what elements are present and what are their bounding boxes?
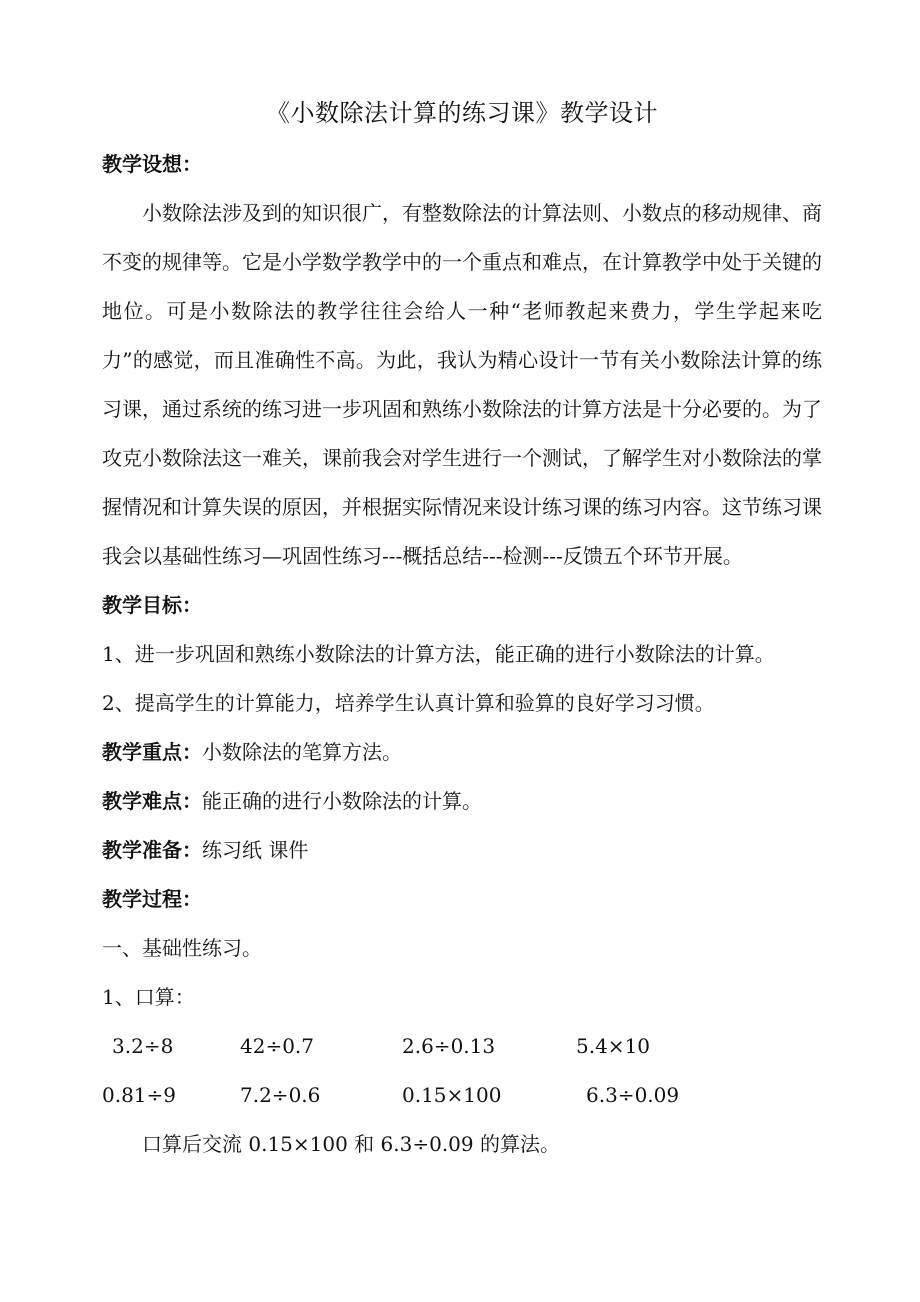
calc-note: 口算后交流 0.15×100 和 6.3÷0.09 的算法。 — [142, 1132, 560, 1156]
objective-item-2: 2、提高学生的计算能力，培养学生认真计算和验算的良好学习习惯。 — [102, 691, 715, 715]
calc-expression: 3.2÷8 — [112, 1034, 174, 1058]
document-page — [102, 88, 822, 1169]
calc-expression: 5.4×10 — [576, 1034, 651, 1058]
preparation-line — [102, 826, 822, 875]
key-point-line — [102, 728, 822, 777]
difficulty-line — [102, 777, 822, 826]
process-heading: 教学过程： — [102, 887, 202, 911]
key-point-text: 小数除法的笔算方法。 — [202, 740, 402, 764]
calc-expression: 6.3÷0.09 — [586, 1083, 680, 1107]
calc-row-1 — [102, 1022, 822, 1071]
objectives-heading: 教学目标： — [102, 593, 202, 617]
preparation-text: 练习纸 课件 — [202, 838, 309, 862]
preparation-label: 教学准备： — [102, 838, 202, 862]
difficulty-text: 能正确的进行小数除法的计算。 — [202, 789, 482, 813]
process-section-1: 一、基础性练习。 — [102, 936, 262, 960]
key-point-label: 教学重点： — [102, 740, 202, 764]
calc-row-2 — [102, 1071, 822, 1120]
design-idea-heading: 教学设想： — [102, 152, 202, 176]
calc-expression: 0.15×100 — [402, 1083, 502, 1107]
difficulty-label: 教学难点： — [102, 789, 202, 813]
design-idea-paragraph: 小数除法涉及到的知识很广，有整数除法的计算法则、小数点的移动规律、商不变的规律等。它是小学数学教学中的一个重点和难点，在计算教学中处于关键的地位。可是小数除法的教学往往会给人一种“老师教起来费力，学生学起来吃力”的感觉，而且准确性不高。为此，我认为精心设计一节有关小数除法计算的练习课，通过系统的练习进一步巩固和熟练小数除法的计算方法是十分必要的。为了攻克小数除法这一难关，课前我会对学生进行一个测试，了解学生对小数除法的掌握情况和计算失误的原因，并根据实际情况来设计练习课的练习内容。这节练习课我会以基础性练习—巩固性练习---概括总结---检测---反馈五个环节开展。 — [102, 201, 822, 568]
objective-item-1: 1、进一步巩固和熟练小数除法的计算方法，能正确的进行小数除法的计算。 — [102, 642, 775, 666]
calc-expression: 7.2÷0.6 — [240, 1083, 321, 1107]
calc-expression: 0.81÷9 — [102, 1083, 177, 1107]
document-title: 《小数除法计算的练习课》教学设计 — [266, 99, 658, 127]
process-item-1: 1、口算： — [102, 985, 195, 1009]
calc-expression: 2.6÷0.13 — [402, 1034, 496, 1058]
calc-expression: 42÷0.7 — [240, 1034, 315, 1058]
